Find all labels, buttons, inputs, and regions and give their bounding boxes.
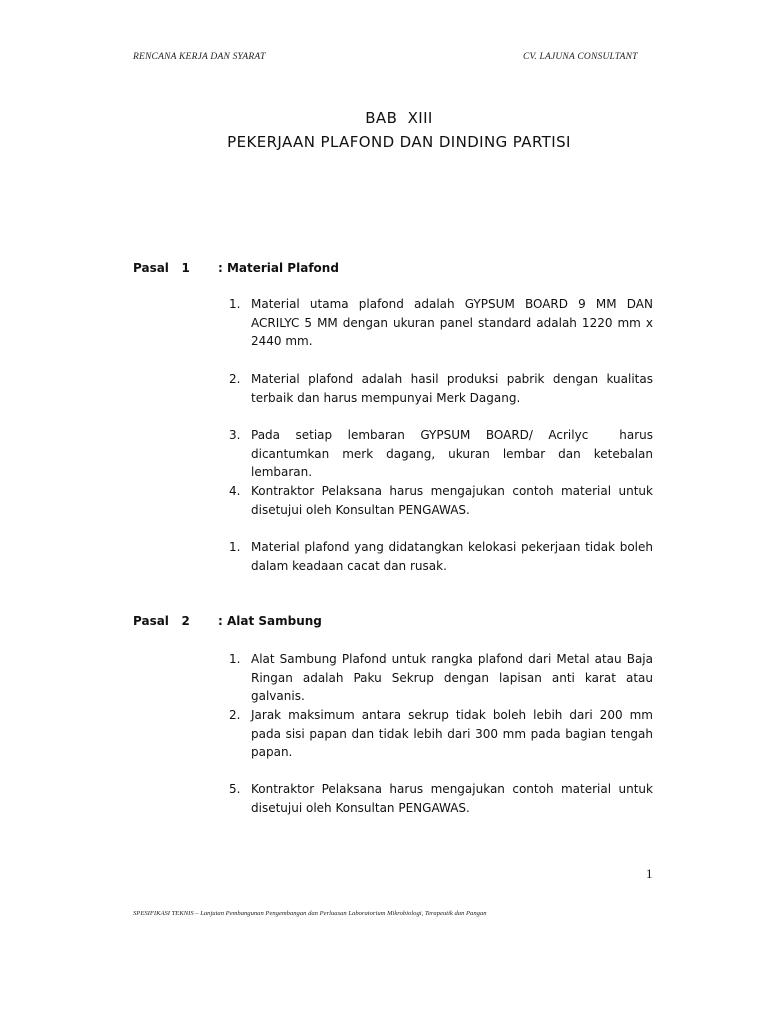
list-item-number: 2. xyxy=(229,708,241,722)
list-item xyxy=(229,426,657,482)
section-title: : Material Plafond xyxy=(218,261,339,275)
list-item xyxy=(229,370,653,407)
section-label: Pasal 2 xyxy=(133,614,190,628)
list-item-number: 3. xyxy=(229,428,241,442)
list-item-number: 1. xyxy=(229,297,241,311)
list-item-text: Jarak maksimum antara sekrup tidak boleh lebih dari 200 mm pada sisi papan dan tidak lebih dari 300 mm pada bagian tengah papan. xyxy=(251,708,653,759)
list-item-number: 2. xyxy=(229,372,241,386)
list-item xyxy=(229,295,653,351)
section-label: Pasal 1 xyxy=(133,261,190,275)
list-item-text: Kontraktor Pelaksana harus mengajukan contoh material untuk disetujui oleh Konsultan PENGAWAS. xyxy=(251,782,653,815)
list-item-number: 4. xyxy=(229,484,241,498)
list-item xyxy=(229,482,653,519)
chapter-title: BAB XIII xyxy=(365,109,433,127)
chapter-subtitle: PEKERJAAN PLAFOND DAN DINDING PARTISI xyxy=(227,133,571,151)
list-item-number: 5. xyxy=(229,782,241,796)
footer-text: SPESIFIKASI TEKNIS – Lanjutan Pembangunan Pengembangan dan Perluasan Laboratorium Mikrobiologi, Terapeutik dan Pangan xyxy=(133,910,487,917)
list-item xyxy=(229,650,653,706)
list-item-text: Kontraktor Pelaksana harus mengajukan contoh material untuk disetujui oleh Konsultan PENGAWAS. xyxy=(251,484,653,517)
list-item-text: Material plafond yang didatangkan kelokasi pekerjaan tidak boleh dalam keadaan cacat dan rusak. xyxy=(251,540,653,573)
list-item xyxy=(229,538,653,575)
list-item-text: Material utama plafond adalah GYPSUM BOARD 9 MM DAN ACRILYC 5 MM dengan ukuran panel standard adalah 1220 mm x 2440 mm. xyxy=(251,297,653,348)
list-item xyxy=(229,780,653,817)
header-left-text: RENCANA KERJA DAN SYARAT xyxy=(133,52,266,62)
list-item-text: Alat Sambung Plafond untuk rangka plafond dari Metal atau Baja Ringan adalah Paku Sekrup dengan lapisan anti karat atau galvanis. xyxy=(251,652,653,703)
list-item-text: Pada setiap lembaran GYPSUM BOARD/ Acrilyc harus dicantumkan merk dagang, ukuran lembar dan ketebalan lembaran. xyxy=(251,428,657,479)
section-title: : Alat Sambung xyxy=(218,614,322,628)
page-number: 1 xyxy=(646,866,653,881)
list-item xyxy=(229,706,653,762)
list-item-text: Material plafond adalah hasil produksi pabrik dengan kualitas terbaik dan harus mempunyai Merk Dagang. xyxy=(251,372,653,405)
header-right-text: CV. LAJUNA CONSULTANT xyxy=(523,52,638,62)
list-item-number: 1. xyxy=(229,652,241,666)
list-item-number: 1. xyxy=(229,540,241,554)
